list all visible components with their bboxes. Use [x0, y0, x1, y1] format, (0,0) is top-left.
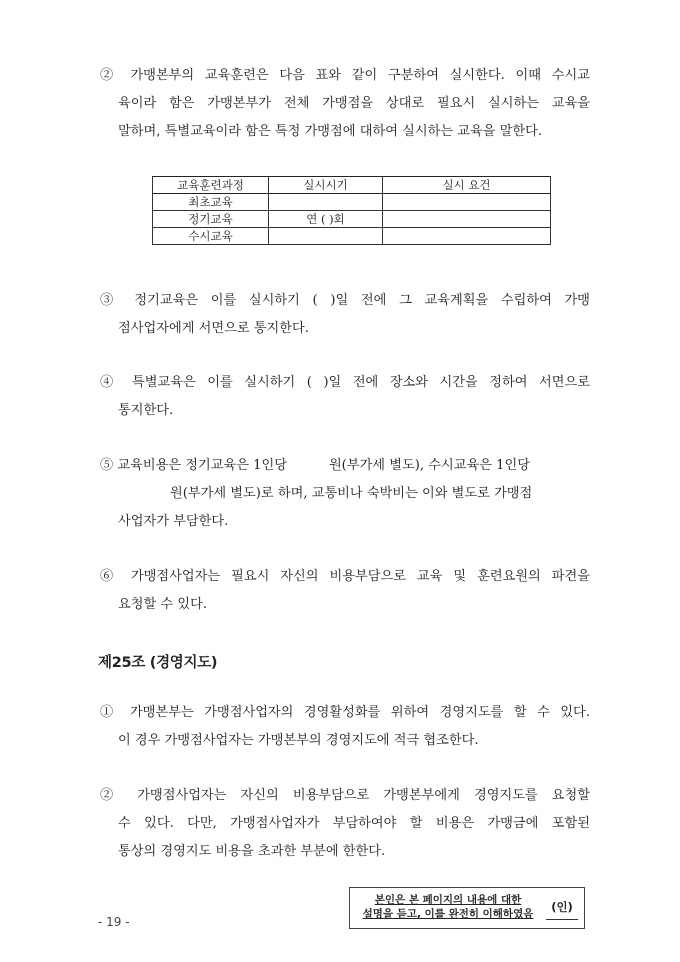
- paragraph-6: [100, 563, 590, 619]
- paragraph-line: ⑤ 교육비용은 정기교육은 1인당 원(부가세 별도), 수시교육은 1인당: [100, 458, 530, 473]
- table-cell-timing: 연 ( )회: [269, 211, 383, 228]
- table-row: [153, 211, 551, 228]
- table-cell-timing: [269, 228, 383, 245]
- paragraph-line: 수 있다. 다만, 가맹점사업자가 부담하여야 할 비용은 가맹금에 포함된: [118, 816, 590, 831]
- confirmation-line: 본인은 본 페이지의 내용에 대한: [374, 894, 522, 906]
- table-cell-requirement: [383, 228, 551, 245]
- paragraph-line: 사업자가 부담한다.: [118, 514, 229, 529]
- table-cell-course: 최초교육: [153, 194, 269, 211]
- paragraph-5: [100, 452, 590, 536]
- education-table: [152, 176, 551, 245]
- paragraph-line: 이 경우 가맹점사업자는 가맹본부의 경영지도에 적극 협조한다.: [118, 733, 479, 748]
- confirmation-text: [354, 893, 542, 921]
- confirmation-line: 설명을 듣고, 이를 완전히 이해하였음: [362, 908, 534, 920]
- paragraph-line: 원(부가세 별도)로 하며, 교통비나 숙박비는 이와 별도로 가맹점: [170, 486, 533, 501]
- article-25-paragraph-2: [100, 782, 590, 866]
- table-cell-course: 수시교육: [153, 228, 269, 245]
- paragraph-3: [100, 287, 590, 343]
- paragraph-line: 요청할 수 있다.: [118, 597, 208, 612]
- paragraph-line: ④ 특별교육은 이를 실시하기 ( )일 전에 장소와 시간을 정하여 서면으로: [100, 375, 590, 390]
- table-header-cell: 교육훈련과정: [153, 177, 269, 194]
- table-header-cell: 실시 요건: [383, 177, 551, 194]
- paragraph-line: ⑥ 가맹점사업자는 필요시 자신의 비용부담으로 교육 및 훈련요원의 파견을: [100, 569, 590, 584]
- seal-mark: (인): [546, 895, 578, 920]
- table-header-cell: 실시시기: [269, 177, 383, 194]
- confirmation-box: [349, 887, 585, 929]
- table-cell-timing: [269, 194, 383, 211]
- table-row: [153, 228, 551, 245]
- paragraph-4: [100, 369, 590, 425]
- table-cell-requirement: [383, 211, 551, 228]
- page-number: - 19 -: [98, 915, 130, 929]
- paragraph-line: ② 가맹점사업자는 자신의 비용부담으로 가맹본부에게 경영지도를 요청할: [100, 788, 590, 803]
- table-cell-course: 정기교육: [153, 211, 269, 228]
- paragraph-line: 말하며, 특별교육이라 함은 특정 가맹점에 대하여 실시하는 교육을 말한다.: [118, 124, 543, 139]
- paragraph-line: ② 가맹본부의 교육훈련은 다음 표와 같이 구분하여 실시한다. 이때 수시교: [100, 68, 590, 83]
- paragraph-2: [100, 62, 590, 146]
- paragraph-line: ① 가맹본부는 가맹점사업자의 경영활성화를 위하여 경영지도를 할 수 있다.: [100, 705, 590, 720]
- article-heading: 제25조 (경영지도): [98, 655, 218, 671]
- paragraph-line: 육이라 함은 가맹본부가 전체 가맹점을 상대로 필요시 실시하는 교육을: [118, 96, 590, 111]
- table-row: [153, 194, 551, 211]
- article-25-paragraph-1: [100, 699, 590, 755]
- table-header-row: [153, 177, 551, 194]
- paragraph-line: 통지한다.: [118, 403, 174, 418]
- paragraph-line: 점사업자에게 서면으로 통지한다.: [118, 321, 309, 336]
- paragraph-line: 통상의 경영지도 비용을 초과한 부분에 한한다.: [118, 844, 386, 859]
- table-cell-requirement: [383, 194, 551, 211]
- paragraph-line: ③ 정기교육은 이를 실시하기 ( )일 전에 그 교육계획을 수립하여 가맹: [100, 293, 590, 308]
